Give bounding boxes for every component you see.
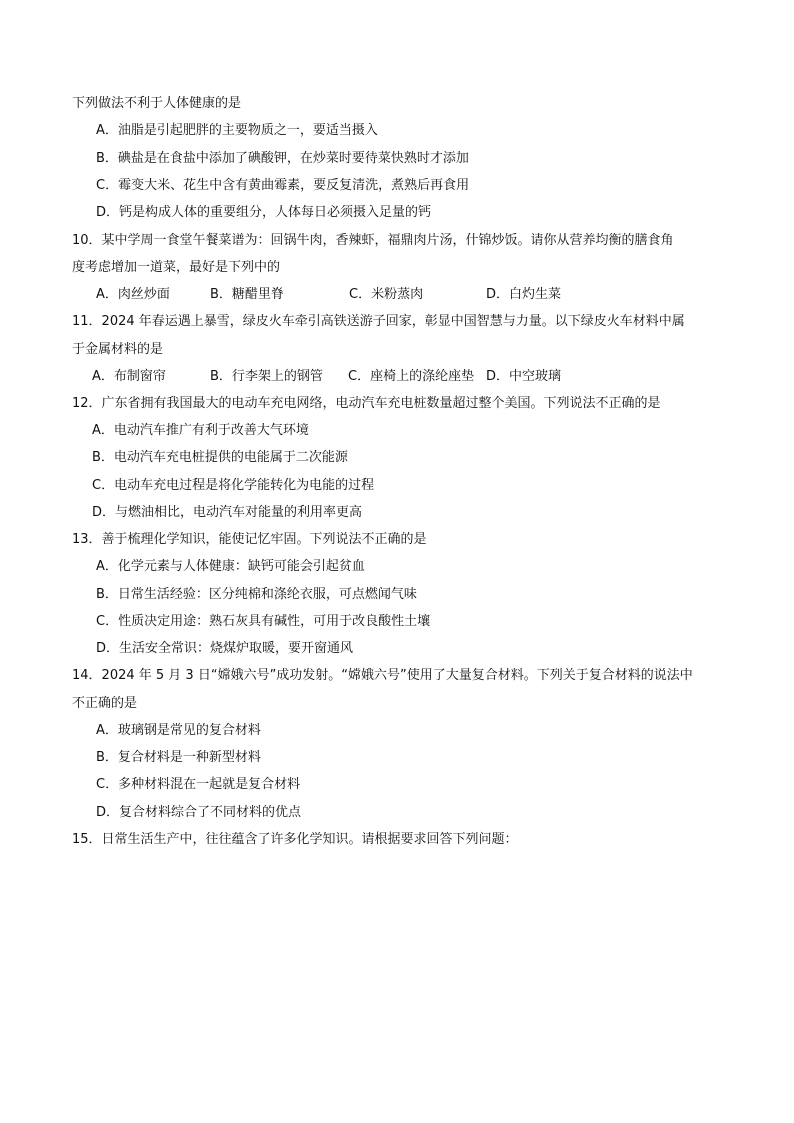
- q9-option-a: A．油脂是引起肥胖的主要物质之一，要适当摄入: [96, 123, 378, 138]
- q11-stem-line1: 11．2024 年春运遇上暴雪，绿皮火车牵引高铁送游子回家，彰显中国智慧与力量。以下绿皮火车材料中属: [72, 314, 685, 329]
- q9-option-b: B．碘盐是在食盐中添加了碘酸钾，在炒菜时要待菜快熟时才添加: [96, 151, 469, 166]
- q13-stem: 13．善于梳理化学知识，能使记忆牢固。下列说法不正确的是: [72, 532, 427, 547]
- q14-option-d: D．复合材料综合了不同材料的优点: [96, 805, 302, 820]
- q14-stem-line1: 14．2024 年 5 月 3 日“嫦娥六号”成功发射。“嫦娥六号”使用了大量复合材料。下列关于复合材料的说法中: [72, 668, 693, 683]
- q9-stem: 下列做法不利于人体健康的是: [72, 96, 242, 111]
- q9-option-d: D．钙是构成人体的重要组分，人体每日必须摄入足量的钙: [96, 205, 432, 220]
- q10-option-d: D．白灼生菜: [486, 287, 562, 302]
- q13-option-d: D．生活安全常识：烧煤炉取暖，要开窗通风: [96, 641, 354, 656]
- q15-stem: 15．日常生活生产中，往往蕴含了许多化学知识。请根据要求回答下列问题：: [72, 832, 518, 847]
- q12-option-b: B．电动汽车充电桩提供的电能属于二次能源: [92, 450, 348, 465]
- q12-stem: 12．广东省拥有我国最大的电动车充电网络，电动汽车充电桩数量超过整个美国。下列说法不正确的是: [72, 396, 661, 411]
- q10-stem-line1: 10．某中学周一食堂午餐菜谱为：回锅牛肉，香辣虾，福鼎肉片汤，什锦炒饭。请你从营养均衡的膳食角: [72, 233, 674, 248]
- q12-option-a: A．电动汽车推广有利于改善大气环境: [92, 423, 309, 438]
- q13-option-b: B．日常生活经验：区分纯棉和涤纶衣服，可点燃闻气味: [96, 587, 417, 602]
- q11-option-a: A．布制窗帘: [92, 369, 166, 384]
- q9-option-c: C．霉变大米、花生中含有黄曲霉素，要反复清洗，煮熟后再食用: [96, 178, 470, 193]
- q10-option-b: B．糖醋里脊: [210, 287, 284, 302]
- q10-option-a: A．肉丝炒面: [96, 287, 170, 302]
- q13-option-a: A．化学元素与人体健康：缺钙可能会引起贫血: [96, 559, 365, 574]
- q10-stem-line2: 度考虑增加一道菜，最好是下列中的: [72, 260, 281, 275]
- q14-option-b: B．复合材料是一种新型材料: [96, 750, 261, 765]
- q11-option-d: D．中空玻璃: [486, 369, 562, 384]
- q11-stem-line2: 于金属材料的是: [72, 342, 164, 357]
- q10-option-c: C．米粉蒸肉: [349, 287, 424, 302]
- q13-option-c: C．性质决定用途：熟石灰具有碱性，可用于改良酸性土壤: [96, 614, 431, 629]
- q14-stem-line2: 不正确的是: [72, 696, 138, 711]
- q12-option-c: C．电动车充电过程是将化学能转化为电能的过程: [92, 478, 375, 493]
- q14-option-c: C．多种材料混在一起就是复合材料: [96, 777, 301, 792]
- q12-option-d: D．与燃油相比，电动汽车对能量的利用率更高: [92, 505, 363, 520]
- q11-option-b: B．行李架上的钢管: [210, 369, 323, 384]
- q11-option-c: C．座椅上的涤纶座垫: [348, 369, 475, 384]
- q14-option-a: A．玻璃钢是常见的复合材料: [96, 723, 261, 738]
